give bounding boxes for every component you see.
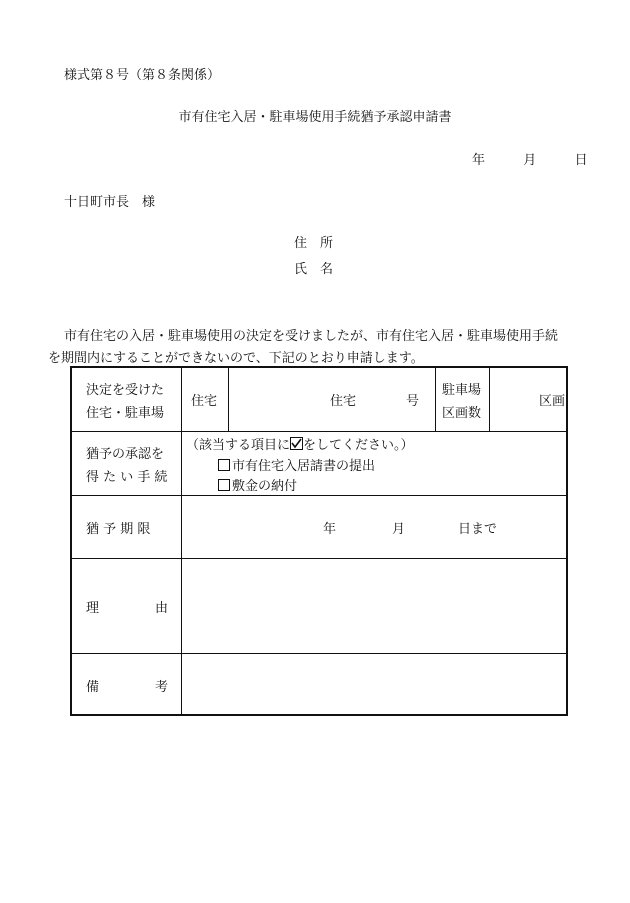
instruction-text: をしてください。） [303, 438, 414, 453]
checkbox-instruction [186, 434, 414, 453]
date-month-label: 月 [523, 153, 537, 168]
label-line: 得 た い 手 続 [86, 470, 168, 485]
label-column-divider [181, 368, 182, 714]
option-label: 敷金の納付 [232, 479, 298, 494]
parking-unit-label: 区画 [539, 394, 566, 409]
label-line: 駐車場 [442, 383, 482, 398]
label-line: 区画数 [442, 406, 482, 421]
remarks-label-right: 考 [155, 680, 169, 695]
deadline-month-label: 月 [392, 522, 406, 537]
document-title: 市有住宅入居・駐車場使用手続猶予承認申請書 [178, 110, 452, 125]
label-line: 猶予の承認を [86, 447, 165, 462]
deadline-day-label: 日まで [458, 522, 498, 537]
remarks-label-left: 備 [86, 680, 100, 695]
application-table [70, 366, 568, 716]
label-line: 決定を受けた [86, 383, 165, 398]
option-label: 市有住宅入居請書の提出 [232, 459, 376, 474]
application-statement [48, 326, 588, 370]
date-year-label: 年 [472, 153, 486, 168]
procedure-label [86, 443, 168, 485]
housing-number-label: 号 [406, 394, 420, 409]
statement-line-1: 市有住宅の入居・駐車場使用の決定を受けましたが、市有住宅入居・駐車場使用手続 [64, 329, 559, 344]
option-lease-contract[interactable] [218, 455, 375, 474]
checkmark-icon [290, 437, 303, 450]
deadline-year-label: 年 [323, 522, 337, 537]
empty-checkbox-icon[interactable] [218, 459, 230, 471]
parking-label-right-divider [489, 368, 490, 431]
statement-line-2: を期間内にすることができないので、下記のとおり申請します。 [48, 351, 424, 366]
parking-label-left-divider [435, 368, 436, 431]
date-day-label: 日 [574, 153, 588, 168]
empty-checkbox-icon[interactable] [218, 479, 230, 491]
row-divider [72, 431, 566, 432]
label-line: 住宅・駐車場 [86, 406, 165, 421]
addressee: 十日町市長 様 [64, 195, 156, 210]
date-line [472, 149, 588, 168]
decided-housing-label [86, 379, 164, 421]
address-label: 住 所 [294, 236, 334, 251]
form-number: 様式第８号（第８条関係） [64, 68, 221, 83]
option-deposit-payment[interactable] [218, 475, 297, 494]
row-divider [72, 653, 566, 654]
row-divider [72, 495, 566, 496]
grace-deadline-label: 猶 予 期 限 [86, 522, 151, 537]
housing-name-label: 住宅 [330, 394, 357, 409]
name-label: 氏 名 [294, 262, 334, 277]
reason-label-left: 理 [86, 601, 100, 616]
row-divider [72, 558, 566, 559]
parking-count-label [442, 379, 481, 421]
instruction-text: （該当する項目に [186, 438, 291, 453]
housing-type-label: 住宅 [191, 394, 218, 409]
housing-label-divider [228, 368, 229, 431]
reason-label-right: 由 [155, 601, 169, 616]
